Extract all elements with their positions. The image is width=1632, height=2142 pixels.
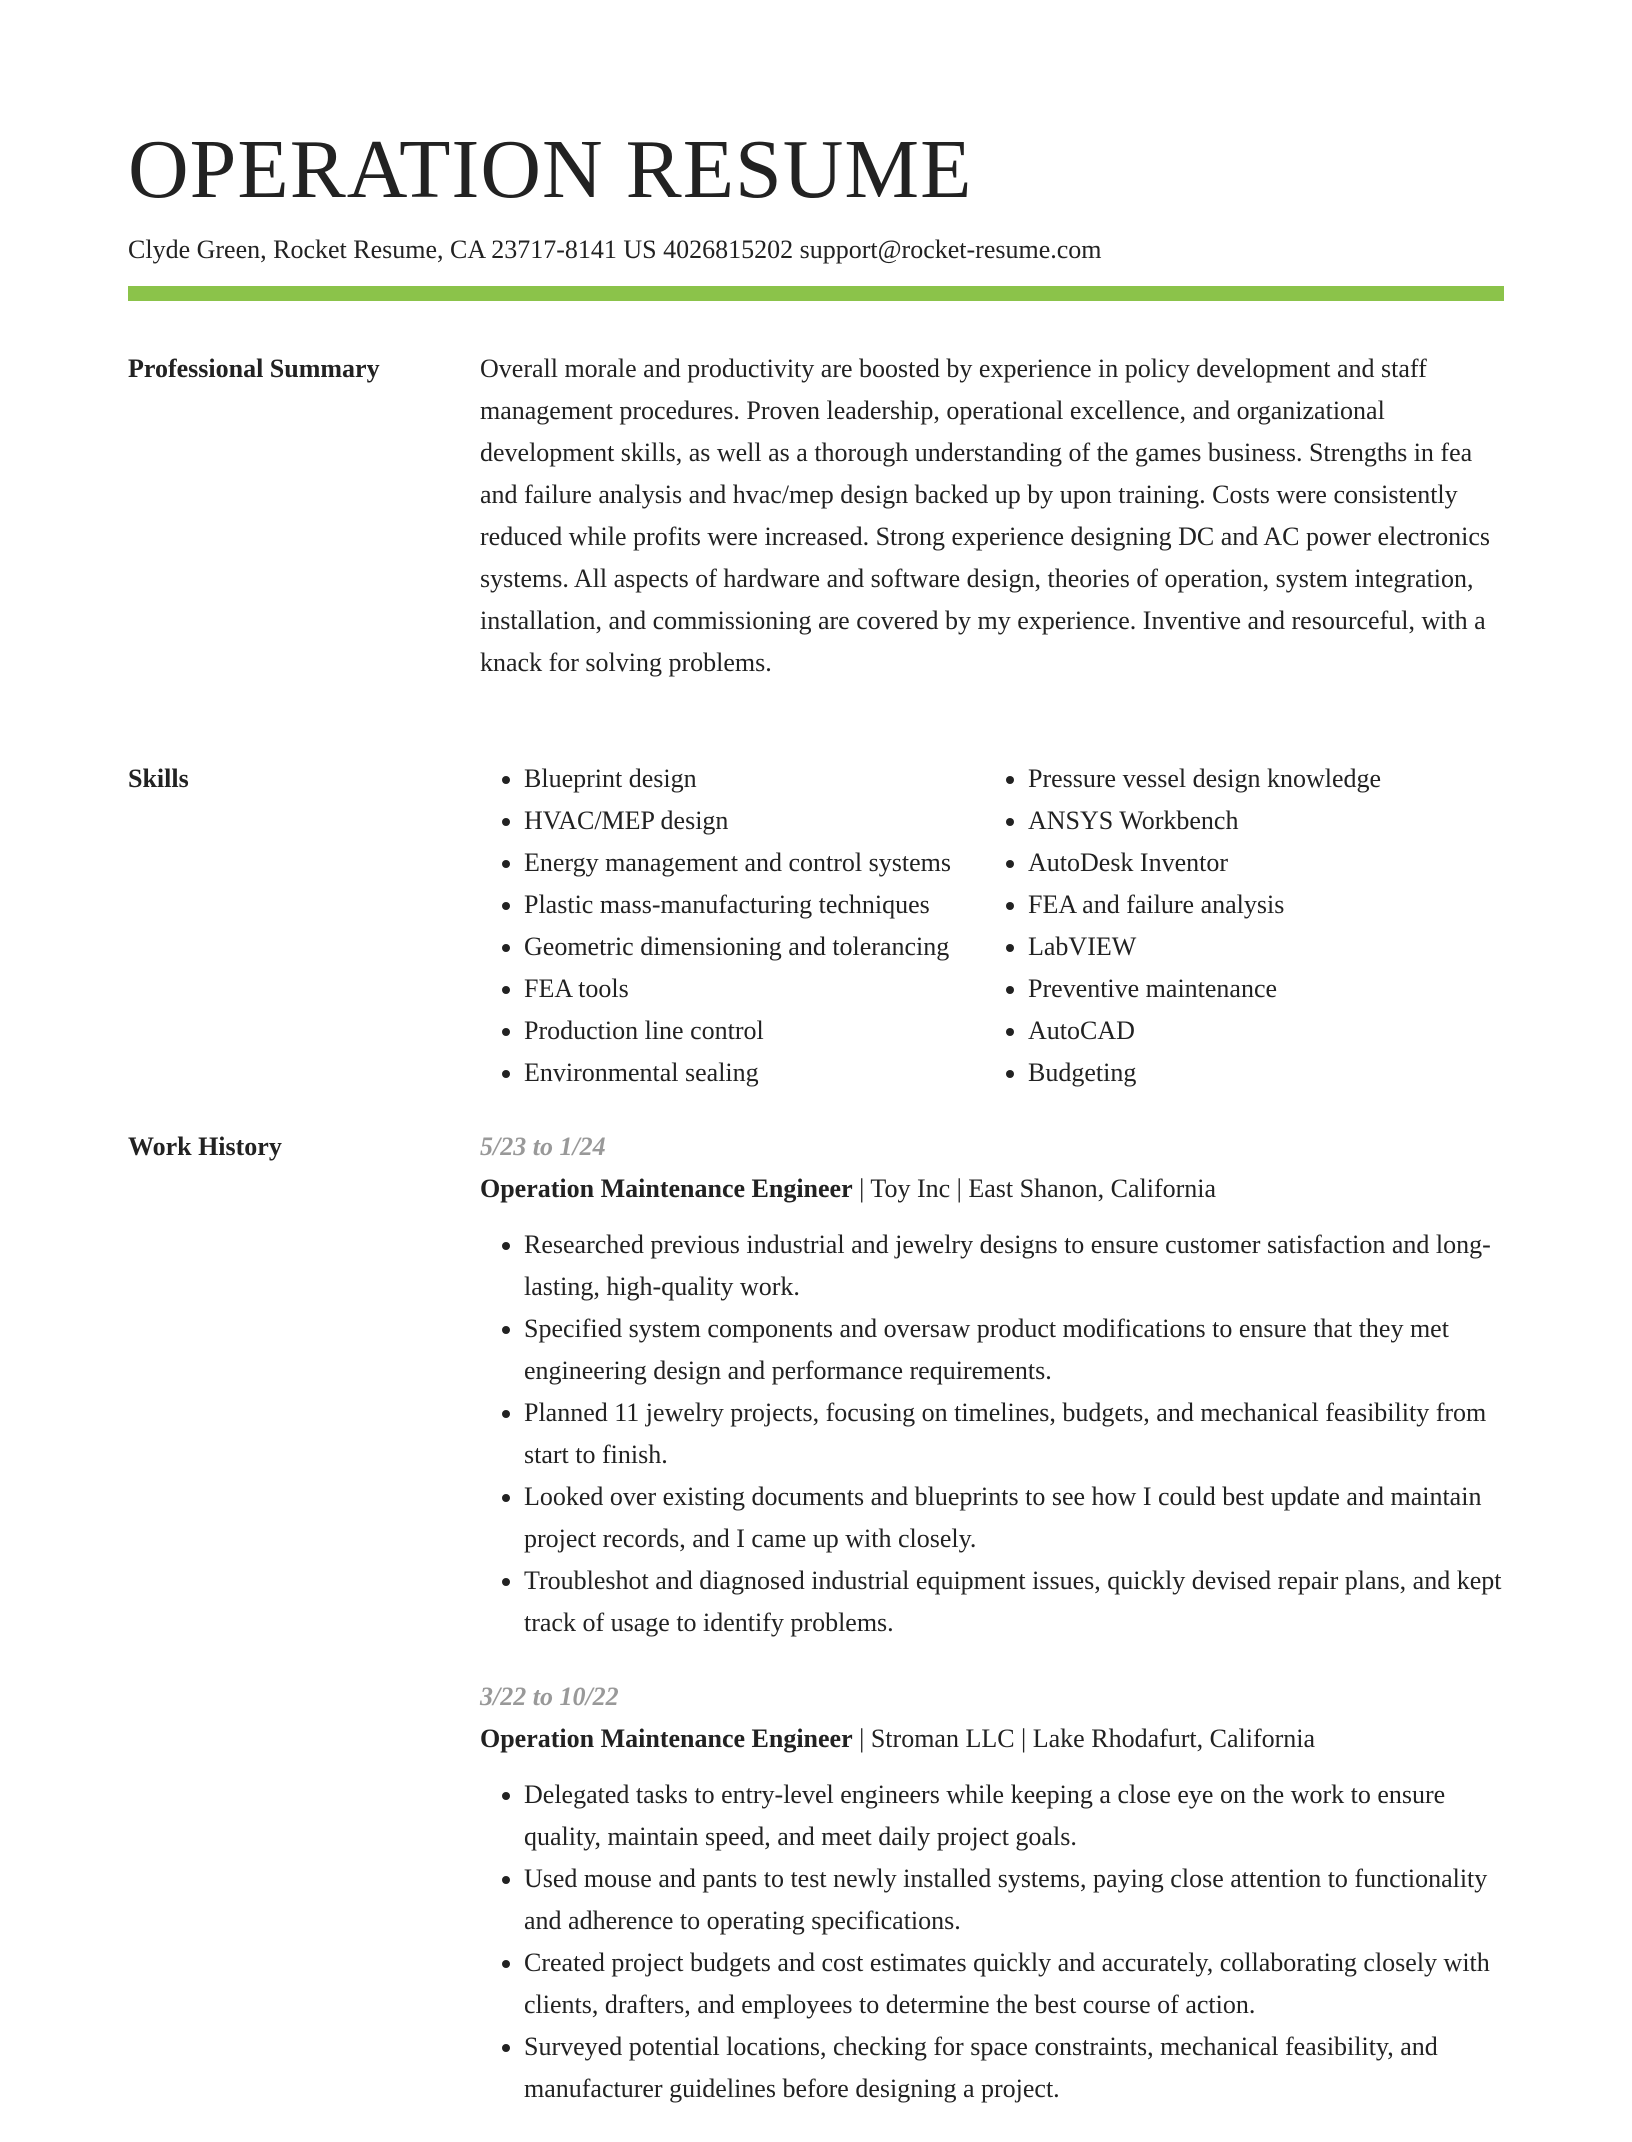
job-entry	[480, 1126, 1504, 1644]
skill-item: • FEA and failure analysis	[1028, 884, 1488, 926]
contact-line: Clyde Green, Rocket Resume, CA 23717-8141 US 4026815202 support@rocket-resume.com	[128, 235, 1102, 264]
section-label-skills: Skills	[128, 764, 189, 793]
skills-column-1	[480, 758, 984, 1094]
job-bullet: • Researched previous industrial and jewelry designs to ensure customer satisfaction and long-lasting, high-quality work.	[524, 1224, 1504, 1308]
section-label-work-history: Work History	[128, 1132, 282, 1161]
job-bullet: • Looked over existing documents and blueprints to see how I could best update and maintain project records, and I came up with closely.	[524, 1476, 1504, 1560]
job-details: | Toy Inc | East Shanon, California	[852, 1174, 1217, 1203]
skill-item: • Production line control	[524, 1010, 984, 1052]
job-role	[480, 1168, 1504, 1210]
job-position: Operation Maintenance Engineer	[480, 1174, 853, 1203]
job-bullet: • Planned 11 jewelry projects, focusing on timelines, budgets, and mechanical feasibility from start to finish.	[524, 1392, 1504, 1476]
skill-item: • AutoDesk Inventor	[1028, 842, 1488, 884]
skill-item: • FEA tools	[524, 968, 984, 1010]
job-position: Operation Maintenance Engineer	[480, 1724, 853, 1753]
skills-column-2	[984, 758, 1488, 1094]
job-bullet: • Delegated tasks to entry-level engineers while keeping a close eye on the work to ensure quality, maintain speed, and meet daily project goals.	[524, 1774, 1504, 1858]
job-details: | Stroman LLC | Lake Rhodafurt, California	[852, 1724, 1316, 1753]
job-bullets	[480, 1224, 1504, 1644]
skill-item: • LabVIEW	[1028, 926, 1488, 968]
job-bullet: • Used mouse and pants to test newly installed systems, paying close attention to functionality and adherence to operating specifications.	[524, 1858, 1504, 1942]
skill-item: • ANSYS Workbench	[1028, 800, 1488, 842]
job-entry	[480, 1676, 1504, 2110]
skill-item: • Pressure vessel design knowledge	[1028, 758, 1488, 800]
job-bullet: • Surveyed potential locations, checking for space constraints, mechanical feasibility, and manufacturer guidelines before designing a project.	[524, 2026, 1504, 2110]
job-bullets	[480, 1774, 1504, 2110]
job-dates: 3/22 to 10/22	[480, 1682, 619, 1711]
header-divider	[128, 286, 1504, 301]
skill-item: • Blueprint design	[524, 758, 984, 800]
summary-text: Overall morale and productivity are boosted by experience in policy development and staff management procedures. Proven leadership, operational excellence, and organizational development skills, as well as a thorough understanding of the games business. Strengths in fea and failure analysis and hvac/mep design backed up by upon training. Costs were consistently reduced while profits were increased. Strong experience designing DC and AC power electronics systems. All aspects of hardware and software design, theories of operation, system integration, installation, and commissioning are covered by my experience. Inventive and resourceful, with a knack for solving problems.	[480, 354, 1491, 677]
skill-item: • Energy management and control systems	[524, 842, 984, 884]
resume-title: OPERATION RESUME	[128, 123, 973, 216]
skill-item: • Environmental sealing	[524, 1052, 984, 1094]
job-role	[480, 1718, 1504, 1760]
skill-item: • AutoCAD	[1028, 1010, 1488, 1052]
skill-item: • Budgeting	[1028, 1052, 1488, 1094]
skill-item: • HVAC/MEP design	[524, 800, 984, 842]
job-bullet: • Created project budgets and cost estimates quickly and accurately, collaborating closely with clients, drafters, and employees to determine the best course of action.	[524, 1942, 1504, 2026]
job-bullet: • Troubleshot and diagnosed industrial equipment issues, quickly devised repair plans, and kept track of usage to identify problems.	[524, 1560, 1504, 1644]
section-label-summary: Professional Summary	[128, 354, 380, 383]
skill-item: • Plastic mass-manufacturing techniques	[524, 884, 984, 926]
skill-item: • Preventive maintenance	[1028, 968, 1488, 1010]
job-bullet: • Specified system components and oversaw product modifications to ensure that they met engineering design and performance requirements.	[524, 1308, 1504, 1392]
job-dates: 5/23 to 1/24	[480, 1132, 606, 1161]
skill-item: • Geometric dimensioning and tolerancing	[524, 926, 984, 968]
